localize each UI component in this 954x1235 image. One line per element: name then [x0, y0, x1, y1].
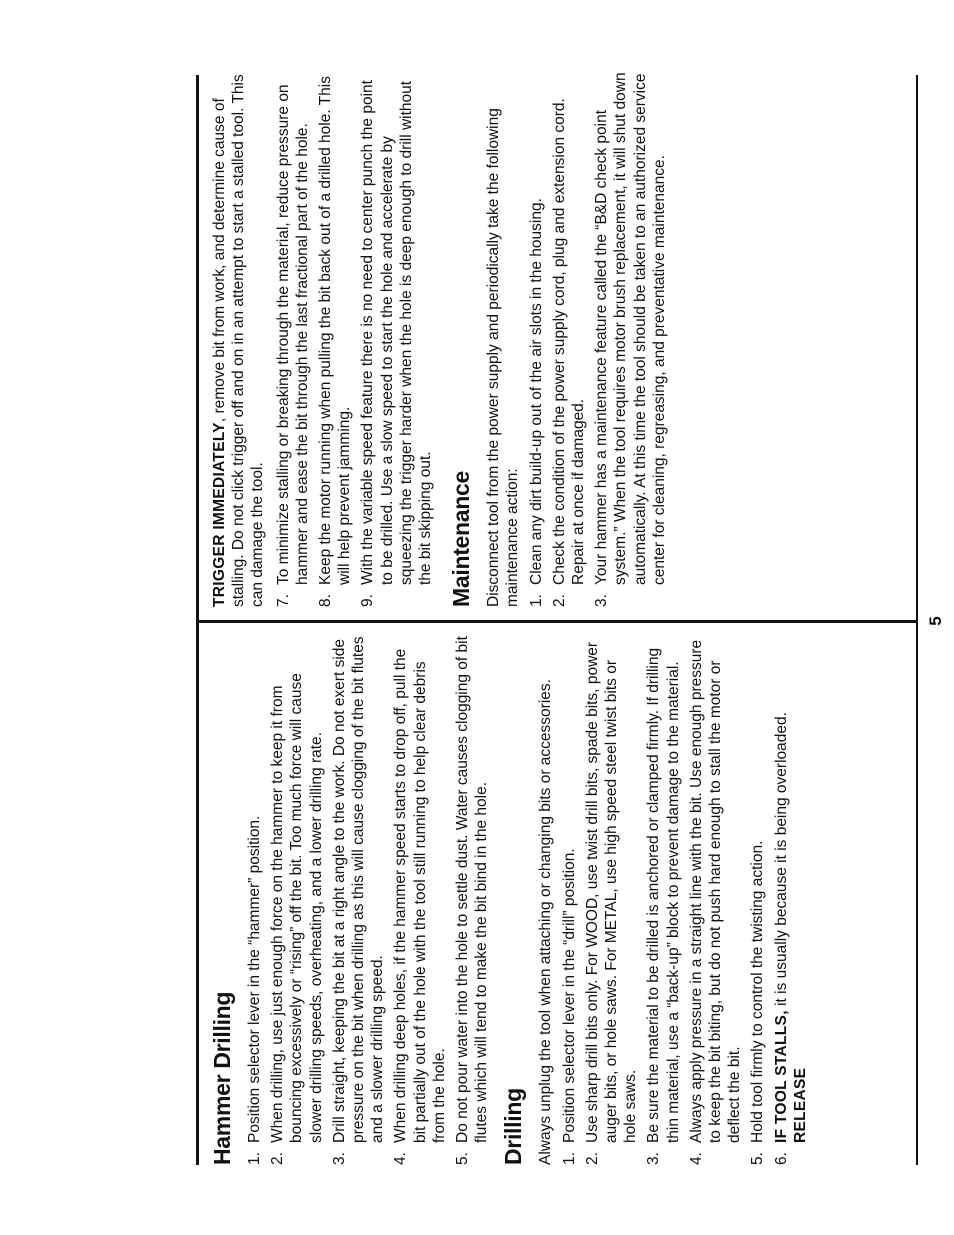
right-column: [210, 72, 679, 607]
item-number: 3.: [593, 594, 611, 607]
item-text: With the variable speed feature there is no need to center punch the point to be drilled. Use a slow speed to start the hole and accelerate by squeezing the trigger harder when the hole is deep enough to drill without the bit skipping out.: [359, 80, 435, 585]
item-text: When drilling, use just enough force on the hammer to keep it from bouncing excessively or “rising” off the bit. Too much force will cause slower drilling speeds, overheating, and a lower drilling rate.: [269, 673, 325, 1143]
item-text: Clean any dirt build-up out of the air slots in the housing.: [527, 198, 545, 585]
list-item: [687, 633, 745, 1165]
left-column: [210, 633, 820, 1165]
page-number: 5: [926, 616, 945, 626]
continued-paragraph: [210, 72, 268, 607]
drilling-intro: Always unplug the tool when attaching or changing bits or accessories.: [537, 679, 555, 1165]
list-item: [527, 72, 546, 607]
bottom-rule: [916, 75, 918, 1165]
list-item: [358, 72, 435, 607]
item-text: , remove bit from work, and determine cause of stalling. Do not click trigger off and on in an attempt to start a stalled tool. This can damage the tool.: [211, 74, 267, 607]
list-item: [316, 72, 354, 607]
drilling-list-continued: [274, 72, 436, 607]
item-text: Position selector lever in the “drill” position.: [560, 848, 578, 1143]
caps-text: IF TOOL STALLS,: [772, 1010, 790, 1143]
maintenance-list: [527, 72, 669, 607]
item-number: 5.: [454, 1152, 472, 1165]
item-text: Do not pour water into the hole to settle dust. Water causes clogging of bit flutes which will tend to make the bit bind in the hole.: [454, 636, 491, 1143]
item-text: Your hammer has a maintenance feature called the “B&D check point system.” When the tool requires motor brush replacement, it will shut down automatically. At this time the tool should be taken to an authorized service center for cleaning, regreasing, and preventative maintenance.: [593, 72, 668, 585]
drilling-list: [560, 633, 810, 1165]
list-item: [245, 633, 264, 1165]
list-item: [453, 633, 491, 1165]
item-number: 1.: [527, 594, 545, 607]
list-item: [550, 72, 588, 607]
caps-text: RELEASE: [791, 1067, 809, 1143]
list-item: [274, 72, 312, 607]
item-text: Be sure the material to be drilled is anchored or clamped firmly. If drilling thin material, use a “back-up” block to prevent damage to the material.: [645, 647, 682, 1143]
item-number: 9.: [359, 594, 377, 607]
item-text: Keep the motor running when pulling the bit back out of a drilled hole. This will help prevent jamming.: [317, 76, 354, 585]
item-text: it is usually because it is being overloaded.: [772, 712, 790, 1011]
list-item: [644, 633, 682, 1165]
hammer-drilling-list: [245, 633, 491, 1165]
item-number: 6.: [772, 1152, 790, 1165]
drilling-heading: Drilling: [500, 1088, 527, 1165]
item-text: Use sharp drill bits only. For WOOD, use twist drill bits, spade bits, power auger bits, or hole saws. For METAL, use high speed steel twist bits or hole saws.: [583, 641, 640, 1143]
item-number: 8.: [317, 594, 335, 607]
item-number: 3.: [645, 1152, 663, 1165]
list-item: [330, 633, 388, 1165]
item-number: 5.: [749, 1152, 767, 1165]
maintenance-heading: Maintenance: [448, 470, 475, 607]
item-text: To minimize stalling or breaking through the material, reduce pressure on hammer and ease the bit through the last fractional part of the hole.: [274, 84, 311, 585]
item-number: 3.: [330, 1152, 348, 1165]
list-item: [391, 633, 449, 1165]
list-item: [748, 633, 767, 1165]
item-number: 2.: [269, 1152, 287, 1165]
column-divider: [196, 620, 916, 623]
list-item: [592, 72, 669, 607]
item-text: Position selector lever in the “hammer” position.: [246, 815, 263, 1143]
item-number: 1.: [246, 1152, 263, 1165]
item-text: When drilling deep holes, if the hammer speed starts to drop off, pull the bit partially out of the hole with the tool still running to help clear debris from the hole.: [392, 648, 448, 1143]
item-text: Drill straight, keeping the bit at a right angle to the work. Do not exert side pressure on the bit when drilling as this will cause clogging of the bit flutes and a slower drilling speed.: [330, 636, 387, 1143]
list-item: [772, 633, 810, 1165]
item-text: Always apply pressure in a straight line with the bit. Use enough pressure to keep the bit biting, but do not push hard enough to stall the motor or deflect the bit.: [687, 639, 744, 1143]
item-text: Check the condition of the power supply cord, plug and extension cord. Repair at once if damaged.: [550, 98, 588, 585]
list-item: [268, 633, 326, 1165]
item-number: 4.: [392, 1152, 410, 1165]
caps-text: TRIGGER IMMEDIATELY: [211, 422, 228, 607]
hammer-drilling-heading: Hammer Drilling: [209, 991, 235, 1165]
item-text: Hold tool firmly to control the twisting action.: [749, 840, 767, 1143]
item-number: 7.: [274, 594, 292, 607]
item-number: 1.: [560, 1152, 578, 1165]
item-number: 4.: [687, 1152, 705, 1165]
item-number: 2.: [550, 594, 568, 607]
item-number: 2.: [583, 1152, 601, 1165]
list-item: [560, 633, 579, 1165]
list-item: [583, 633, 641, 1165]
maintenance-intro: Disconnect tool from the power supply and periodically take the following maintenance action:: [485, 108, 522, 607]
